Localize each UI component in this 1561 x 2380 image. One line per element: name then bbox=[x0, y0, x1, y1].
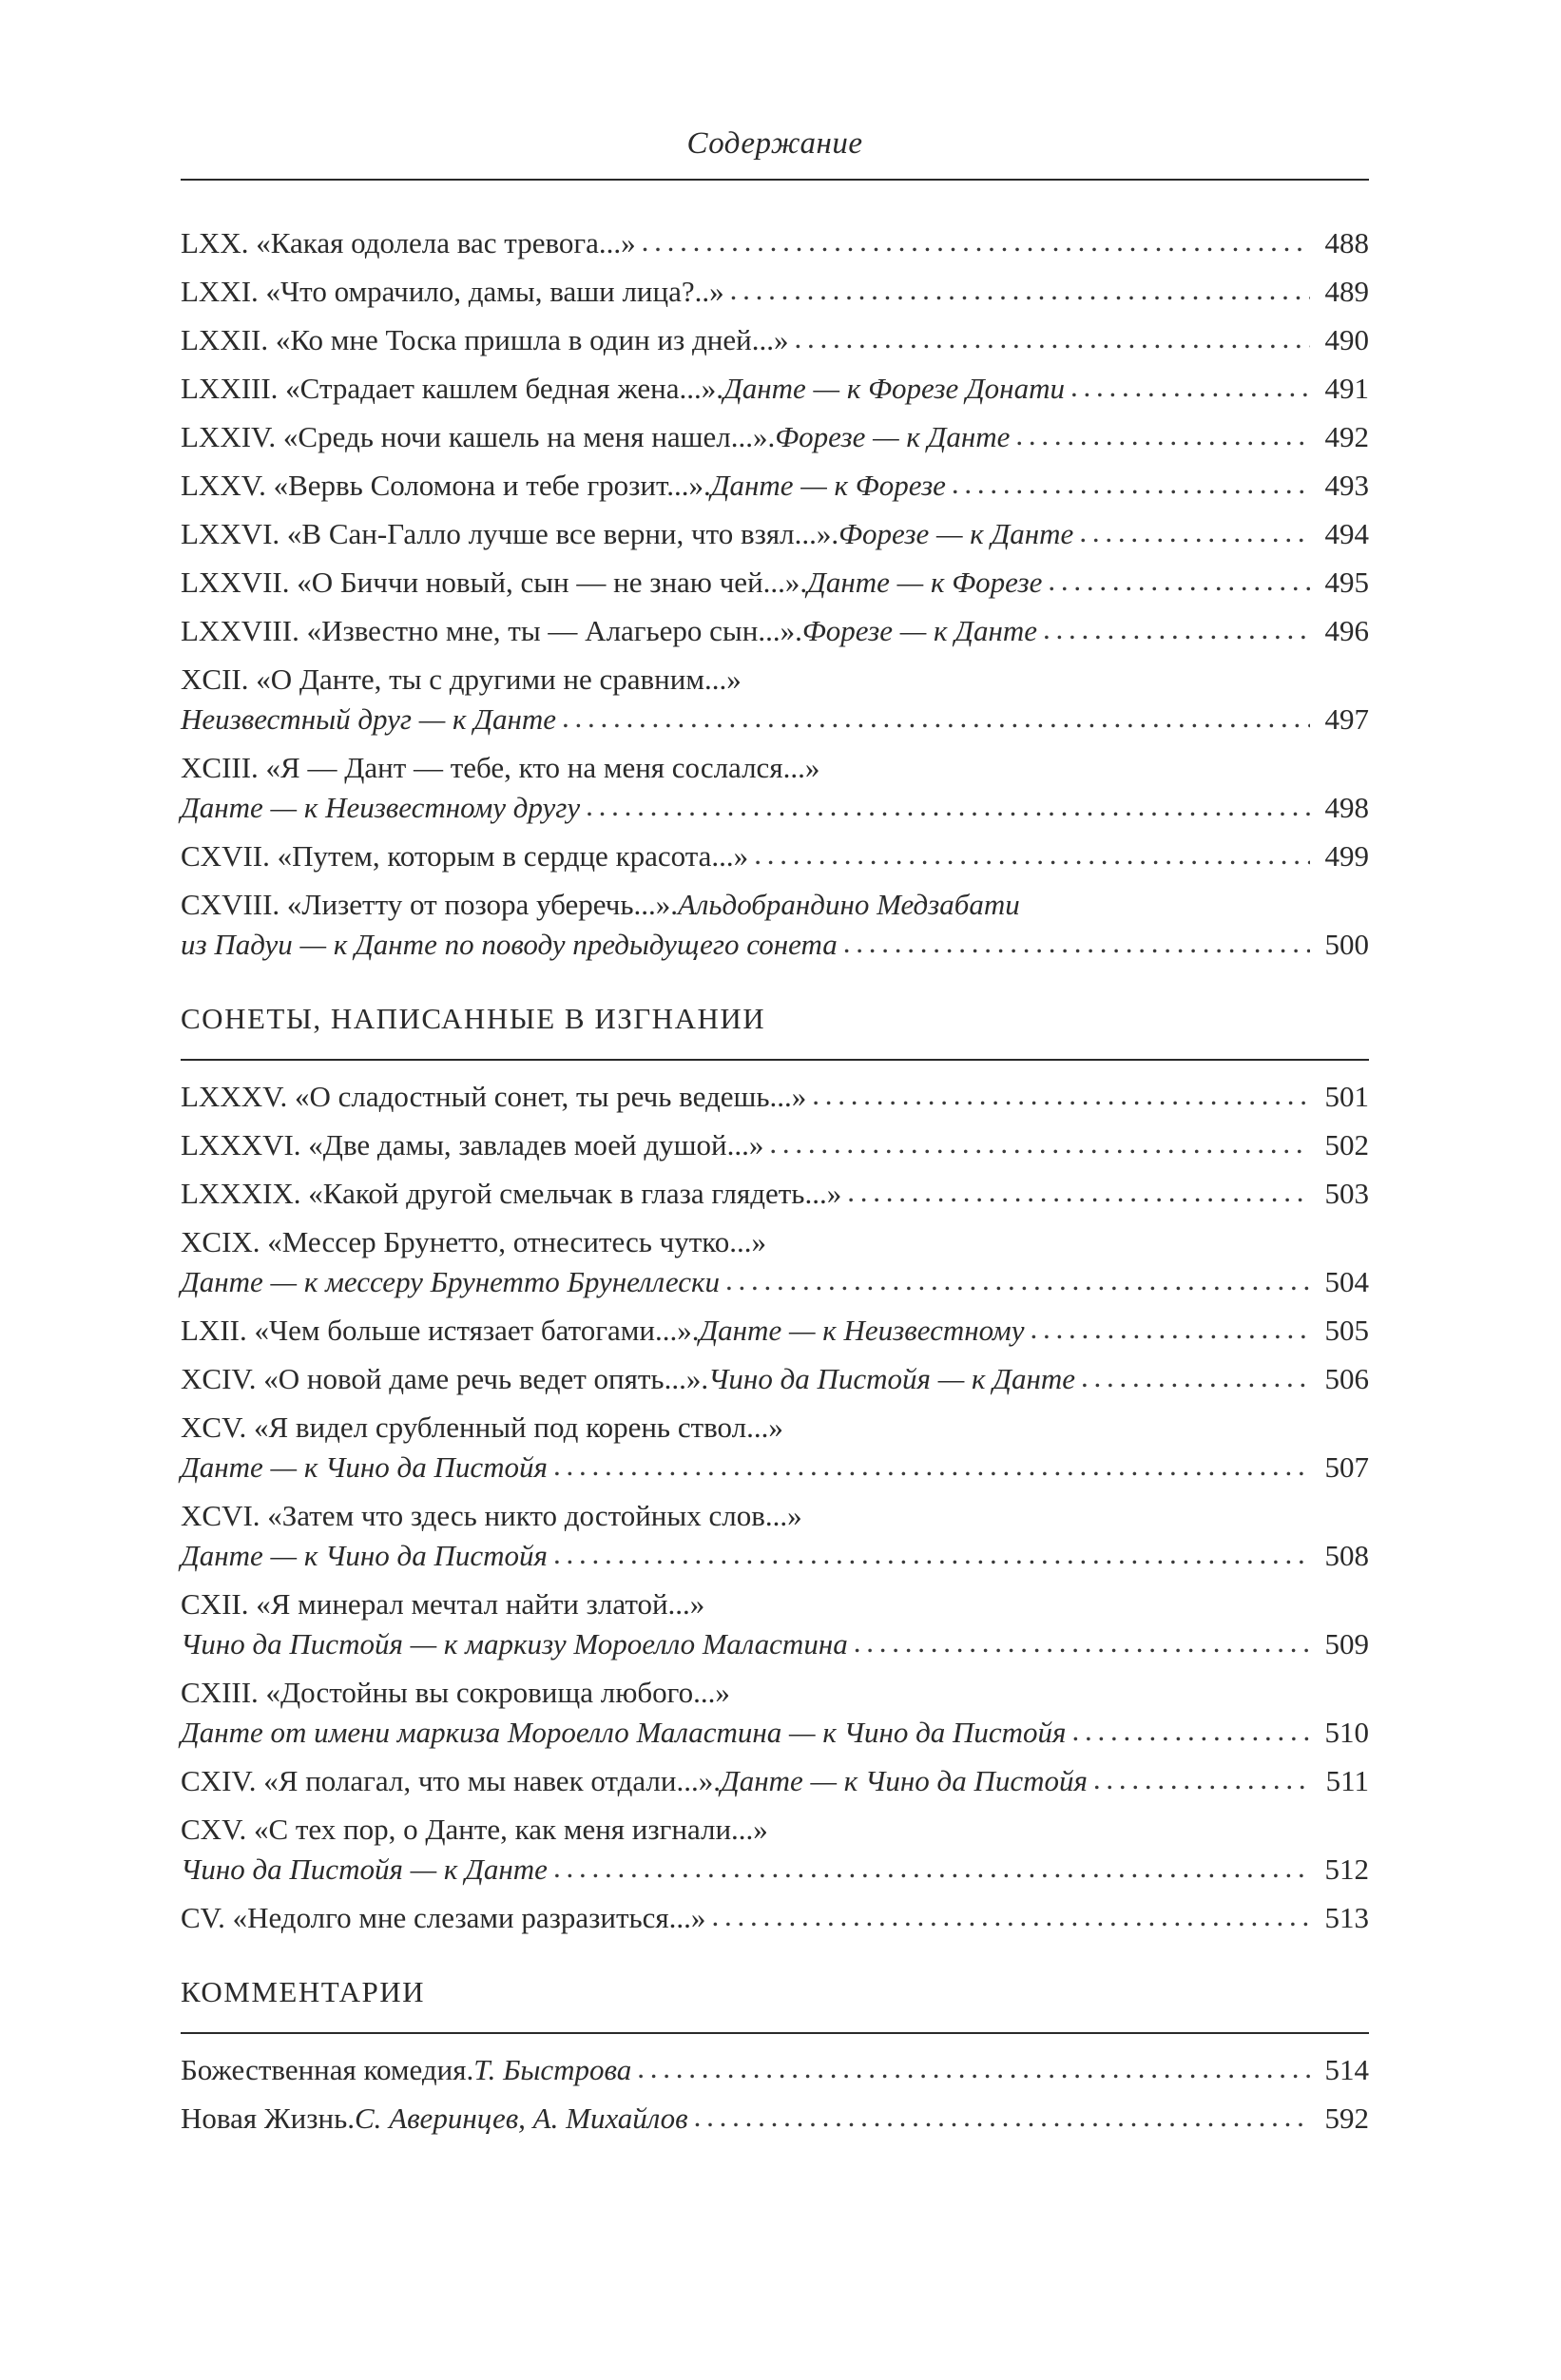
toc-entry-line bbox=[181, 515, 1369, 553]
toc-entry-title: XCIII. «Я — Дант — тебе, кто на меня сослался...» bbox=[181, 751, 820, 784]
dot-leader bbox=[1015, 416, 1310, 454]
dot-leader bbox=[812, 1076, 1310, 1114]
toc-entry-title: LXXIV. «Средь ночи кашель на меня нашел...». bbox=[181, 420, 776, 453]
toc-entry-title: LXXIII. «Страдает кашлем бедная жена...». bbox=[181, 372, 724, 405]
dot-leader bbox=[1030, 1310, 1310, 1348]
dot-leader bbox=[854, 1623, 1310, 1661]
toc-entry-line bbox=[181, 1360, 1369, 1398]
toc-entry-title: Божественная комедия. bbox=[181, 2053, 474, 2086]
toc-entry-line bbox=[181, 749, 1369, 787]
toc-entry-title: XCVI. «Затем что здесь никто достойных слов...» bbox=[181, 1499, 802, 1532]
toc-entry[interactable] bbox=[181, 467, 1369, 505]
toc-entry-attribution: Данте — к Неизвестному bbox=[699, 1314, 1025, 1347]
toc-entry-title: LXX. «Какая одолела вас тревога...» bbox=[181, 226, 636, 259]
toc-entry-attribution: Чино да Пистойя — к маркизу Мороелло Маластина bbox=[181, 1627, 848, 1660]
toc-entry-attribution: Чино да Пистойя — к Данте bbox=[708, 1362, 1076, 1395]
toc-entry[interactable] bbox=[181, 749, 1369, 827]
toc-entry-line bbox=[181, 1585, 1369, 1623]
toc-entry-line bbox=[181, 1762, 1369, 1800]
toc-entry-attribution: Данте — к Чино да Пистойя bbox=[720, 1764, 1088, 1797]
toc-page-number: 505 bbox=[1324, 1314, 1369, 1347]
dot-leader bbox=[843, 924, 1310, 962]
toc-page-number: 513 bbox=[1324, 1901, 1369, 1934]
toc-entry-attribution: Данте от имени маркиза Мороелло Маластина — к Чино да Пистойя bbox=[181, 1716, 1067, 1749]
toc-page-number: 490 bbox=[1324, 323, 1369, 356]
toc-entry[interactable] bbox=[181, 1409, 1369, 1487]
toc-entry-title: XCIX. «Мессер Брунетто, отнеситесь чутко...» bbox=[181, 1225, 767, 1258]
toc-entry-title: LXXXVI. «Две дамы, завладев моей душой...» bbox=[181, 1128, 764, 1161]
toc-entry-line bbox=[181, 224, 1369, 262]
toc-entry[interactable] bbox=[181, 321, 1369, 359]
toc-page-number: 491 bbox=[1324, 372, 1369, 405]
toc-page-number: 499 bbox=[1324, 839, 1369, 873]
toc-entry-line bbox=[181, 1497, 1369, 1535]
toc-entry-line bbox=[181, 661, 1369, 699]
toc-entry[interactable] bbox=[181, 1126, 1369, 1164]
toc-page-number: 496 bbox=[1324, 614, 1369, 647]
toc-entry-line bbox=[181, 1674, 1369, 1712]
toc-entry-line bbox=[181, 701, 1369, 739]
toc-entry-line bbox=[181, 1537, 1369, 1575]
toc-entry-title: CXVII. «Путем, которым в сердце красота...» bbox=[181, 839, 749, 873]
toc-page-number: 503 bbox=[1324, 1177, 1369, 1210]
toc-entry-line bbox=[181, 1078, 1369, 1116]
toc-group-exile-sonnets bbox=[181, 1078, 1369, 1937]
toc-entry-attribution: Данте — к Форезе bbox=[807, 566, 1043, 599]
toc-entry[interactable] bbox=[181, 886, 1369, 964]
section-title-exile-sonnets: СОНЕТЫ, НАПИСАННЫЕ В ИЗГНАНИИ bbox=[181, 1002, 766, 1035]
dot-leader bbox=[694, 2098, 1310, 2136]
toc-entry-line bbox=[181, 418, 1369, 456]
dot-leader bbox=[1071, 1712, 1310, 1750]
toc-entry[interactable] bbox=[181, 837, 1369, 875]
toc-entry-title: Новая Жизнь. bbox=[181, 2102, 355, 2135]
toc-entry-title: LXXI. «Что омрачило, дамы, ваши лица?..» bbox=[181, 275, 724, 308]
toc-entry-line bbox=[181, 1714, 1369, 1752]
toc-entry-line bbox=[181, 2100, 1369, 2138]
toc-entry-attribution: из Падуи — к Данте по поводу предыдущего сонета bbox=[181, 928, 838, 961]
dot-leader bbox=[1079, 513, 1310, 551]
dot-leader bbox=[562, 699, 1310, 737]
toc-page-number: 502 bbox=[1324, 1128, 1369, 1161]
toc-entry-title: LXXV. «Вервь Соломона и тебе грозит...». bbox=[181, 469, 711, 502]
dot-leader bbox=[1070, 368, 1310, 406]
toc-entry-line bbox=[181, 2051, 1369, 2089]
toc-page-number: 494 bbox=[1324, 517, 1369, 550]
toc-entry-attribution: С. Аверинцев, А. Михайлов bbox=[354, 2102, 688, 2135]
toc-entry-title: LXXVIII. «Известно мне, ты — Алагьеро сын...». bbox=[181, 614, 802, 647]
toc-page-number: 488 bbox=[1324, 226, 1369, 259]
toc-entry-attribution: Т. Быстрова bbox=[473, 2053, 632, 2086]
toc-entry-attribution: Данте — к Форезе bbox=[710, 469, 946, 502]
toc-entry[interactable] bbox=[181, 1674, 1369, 1752]
toc-page-number: 514 bbox=[1324, 2053, 1369, 2086]
toc-entry-attribution: Данте — к Форезе Донати bbox=[723, 372, 1065, 405]
toc-entry[interactable] bbox=[181, 1811, 1369, 1889]
dot-leader bbox=[754, 835, 1310, 873]
toc-entry[interactable] bbox=[181, 1762, 1369, 1800]
toc-entry-line bbox=[181, 1449, 1369, 1487]
header-rule bbox=[181, 179, 1369, 181]
toc-entry-line bbox=[181, 837, 1369, 875]
toc-entry-line bbox=[181, 564, 1369, 602]
section-rule bbox=[181, 1059, 1369, 1061]
section-rule bbox=[181, 2032, 1369, 2034]
toc-page-number: 508 bbox=[1324, 1539, 1369, 1572]
toc-entry[interactable] bbox=[181, 224, 1369, 262]
toc-page-number: 501 bbox=[1324, 1080, 1369, 1113]
toc-entry[interactable] bbox=[181, 612, 1369, 650]
toc-entry[interactable] bbox=[181, 273, 1369, 311]
toc-entry[interactable] bbox=[181, 1360, 1369, 1398]
toc-entry-attribution: Альдобрандино Медзабати bbox=[677, 888, 1020, 921]
toc-entry[interactable] bbox=[181, 1497, 1369, 1575]
toc-entry[interactable] bbox=[181, 661, 1369, 739]
toc-page-number: 497 bbox=[1324, 702, 1369, 736]
toc-entry-line bbox=[181, 926, 1369, 964]
toc-entry-line bbox=[181, 321, 1369, 359]
toc-page-number: 511 bbox=[1325, 1764, 1369, 1797]
toc-entry-line bbox=[181, 467, 1369, 505]
toc-entry-title: CXIV. «Я полагал, что мы навек отдали...». bbox=[181, 1764, 721, 1797]
dot-leader bbox=[642, 222, 1310, 260]
toc-entry-title: CXVIII. «Лизетту от позора уберечь...». bbox=[181, 888, 678, 921]
toc-page-number: 492 bbox=[1324, 420, 1369, 453]
dot-leader bbox=[1043, 610, 1310, 648]
toc-entry[interactable] bbox=[181, 1585, 1369, 1663]
dot-leader bbox=[553, 1535, 1310, 1573]
toc-entry[interactable] bbox=[181, 1223, 1369, 1301]
running-header: Содержание bbox=[686, 126, 863, 161]
toc-entry-line bbox=[181, 1126, 1369, 1164]
dot-leader bbox=[553, 1447, 1310, 1485]
toc-entry-line bbox=[181, 1851, 1369, 1889]
dot-leader bbox=[1081, 1358, 1310, 1396]
toc-entry-attribution: Данте — к Чино да Пистойя bbox=[181, 1539, 548, 1572]
dot-leader bbox=[847, 1173, 1310, 1211]
toc-entry-title: CXV. «С тех пор, о Данте, как меня изгнали...» bbox=[181, 1813, 768, 1846]
toc-entry-title: LXXXV. «О сладостный сонет, ты речь ведешь...» bbox=[181, 1080, 807, 1113]
toc-entry-attribution: Чино да Пистойя — к Данте bbox=[181, 1852, 548, 1886]
dot-leader bbox=[730, 271, 1310, 309]
toc-entry-line bbox=[181, 1811, 1369, 1849]
toc-entry[interactable] bbox=[181, 515, 1369, 553]
dot-leader bbox=[725, 1261, 1310, 1299]
toc-entry[interactable] bbox=[181, 2051, 1369, 2089]
toc-entry-title: CV. «Недолго мне слезами разразиться...» bbox=[181, 1901, 706, 1934]
section-title-commentary: КОММЕНТАРИИ bbox=[181, 1975, 426, 2008]
dot-leader bbox=[586, 787, 1310, 825]
toc-entry-attribution: Неизвестный друг — к Данте bbox=[181, 702, 557, 736]
toc-entry[interactable] bbox=[181, 2100, 1369, 2138]
table-of-contents bbox=[181, 224, 1369, 2148]
toc-page-number: 506 bbox=[1324, 1362, 1369, 1395]
toc-entry-attribution: Форезе — к Данте bbox=[801, 614, 1038, 647]
toc-page-number: 592 bbox=[1324, 2102, 1369, 2135]
toc-page-number: 504 bbox=[1324, 1265, 1369, 1298]
toc-entry-title: CXIII. «Достойны вы сокровища любого...» bbox=[181, 1676, 730, 1709]
toc-entry-attribution: Форезе — к Данте bbox=[775, 420, 1011, 453]
toc-page-number: 493 bbox=[1324, 469, 1369, 502]
toc-page-number: 509 bbox=[1324, 1627, 1369, 1660]
toc-entry-title: LXXXIX. «Какой другой смельчак в глаза глядеть...» bbox=[181, 1177, 842, 1210]
toc-entry-line bbox=[181, 1625, 1369, 1663]
toc-entry-title: LXXVII. «О Биччи новый, сын — не знаю чей...». bbox=[181, 566, 808, 599]
toc-entry-title: XCIV. «О новой даме речь ведет опять...». bbox=[181, 1362, 709, 1395]
toc-page-number: 489 bbox=[1324, 275, 1369, 308]
dot-leader bbox=[794, 319, 1310, 357]
dot-leader bbox=[769, 1124, 1310, 1162]
toc-entry-title: CXII. «Я минерал мечтал найти златой...» bbox=[181, 1587, 705, 1621]
toc-entry-title: XCV. «Я видел срубленный под корень ствол...» bbox=[181, 1411, 783, 1444]
toc-entry-line bbox=[181, 273, 1369, 311]
toc-entry[interactable] bbox=[181, 1312, 1369, 1350]
toc-page-number: 510 bbox=[1324, 1716, 1369, 1749]
toc-entry-title: LXXVI. «В Сан-Галло лучше все верни, что взял...». bbox=[181, 517, 839, 550]
toc-page-number: 498 bbox=[1324, 791, 1369, 824]
toc-entry-title: XCII. «О Данте, ты с другими не сравним...» bbox=[181, 662, 742, 696]
dot-leader bbox=[1093, 1760, 1310, 1798]
toc-entry[interactable] bbox=[181, 418, 1369, 456]
toc-entry-line bbox=[181, 886, 1369, 924]
dot-leader bbox=[1048, 562, 1310, 600]
toc-entry[interactable] bbox=[181, 1899, 1369, 1937]
toc-entry[interactable] bbox=[181, 564, 1369, 602]
toc-entry-attribution: Данте — к Неизвестному другу bbox=[181, 791, 581, 824]
toc-page-number: 507 bbox=[1324, 1450, 1369, 1484]
toc-entry-line bbox=[181, 1899, 1369, 1937]
dot-leader bbox=[637, 2049, 1310, 2087]
toc-entry-title: LXII. «Чем больше истязает батогами...». bbox=[181, 1314, 700, 1347]
toc-entry-line bbox=[181, 1223, 1369, 1261]
dot-leader bbox=[553, 1849, 1310, 1887]
toc-entry-line bbox=[181, 1409, 1369, 1447]
toc-group-continued bbox=[181, 224, 1369, 964]
toc-entry-attribution: Данте — к Чино да Пистойя bbox=[181, 1450, 548, 1484]
dot-leader bbox=[711, 1897, 1310, 1935]
toc-entry-attribution: Данте — к мессеру Брунетто Брунеллески bbox=[181, 1265, 720, 1298]
toc-entry-line bbox=[181, 1175, 1369, 1213]
toc-page-number: 495 bbox=[1324, 566, 1369, 599]
toc-entry-attribution: Форезе — к Данте bbox=[838, 517, 1074, 550]
toc-entry[interactable] bbox=[181, 1078, 1369, 1116]
toc-entry[interactable] bbox=[181, 370, 1369, 408]
toc-page-number: 512 bbox=[1324, 1852, 1369, 1886]
toc-group-commentary bbox=[181, 2051, 1369, 2138]
toc-entry-line bbox=[181, 1263, 1369, 1301]
toc-entry-line bbox=[181, 612, 1369, 650]
toc-entry-line bbox=[181, 1312, 1369, 1350]
toc-entry-line bbox=[181, 789, 1369, 827]
toc-entry-line bbox=[181, 370, 1369, 408]
toc-page-number: 500 bbox=[1324, 928, 1369, 961]
toc-entry-title: LXXII. «Ко мне Тоска пришла в один из дней...» bbox=[181, 323, 789, 356]
toc-entry[interactable] bbox=[181, 1175, 1369, 1213]
dot-leader bbox=[952, 465, 1310, 503]
